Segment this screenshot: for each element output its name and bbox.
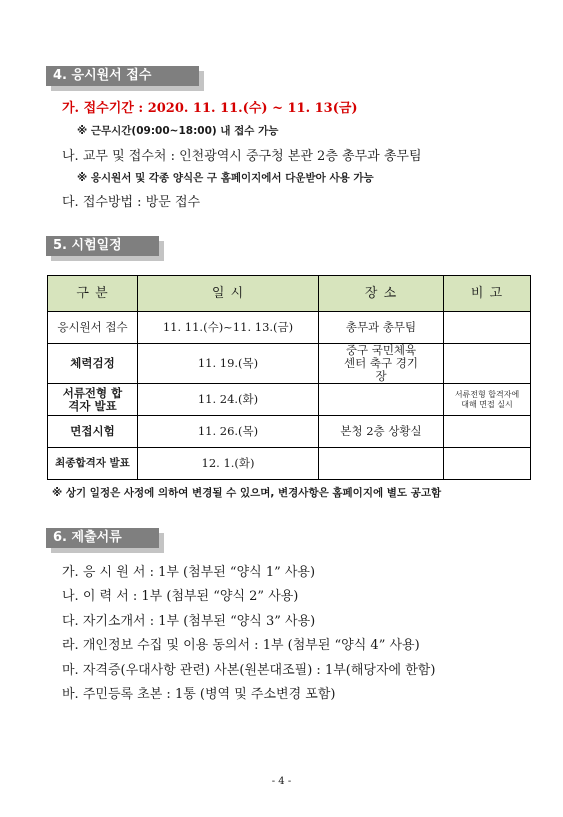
document-item: 가. 응 시 원 서 : 1부 (첨부된 “양식 1” 사용) <box>62 565 316 580</box>
row-note: 서류전형 합격자에 대해 면접 실시 <box>444 384 531 416</box>
document-item: 라. 개인정보 수집 및 이용 동의서 : 1부 (첨부된 “양식 4” 사용) <box>62 638 420 653</box>
header-category: 구 분 <box>48 276 138 312</box>
header-date: 일 시 <box>138 276 319 312</box>
forms-download-note: ※ 응시원서 및 각종 양식은 구 홈페이지에서 다운받아 사용 가능 <box>77 172 374 184</box>
application-period: 가. 접수기간 : 2020. 11. 11.(수) ~ 11. 13(금) <box>62 101 358 116</box>
row-place <box>319 384 444 416</box>
row-item: 서류전형 합격자 발표 <box>48 384 138 416</box>
row-date: 11. 19.(목) <box>138 344 319 384</box>
table-row <box>48 312 531 344</box>
schedule-footnote: ※ 상기 일정은 사정에 의하여 변경될 수 있으며, 변경사항은 홈페이지에 별도 공고함 <box>52 487 442 499</box>
row-item: 최종합격자 발표 <box>48 448 138 480</box>
header-place: 장 소 <box>319 276 444 312</box>
row-place: 중구 국민체육센터 축구 경기장 <box>319 344 444 384</box>
table-row <box>48 448 531 480</box>
section-6-header: 6. 제출서류 <box>46 528 159 548</box>
row-item: 체력검정 <box>48 344 138 384</box>
working-hours-note: ※ 근무시간(09:00~18:00) 내 접수 가능 <box>77 125 279 137</box>
row-item: 응시원서 접수 <box>48 312 138 344</box>
application-method: 다. 접수방법 : 방문 접수 <box>62 195 201 210</box>
row-place <box>319 448 444 480</box>
row-item: 면접시험 <box>48 416 138 448</box>
table-header-row <box>48 276 531 312</box>
row-date: 11. 24.(화) <box>138 384 319 416</box>
row-date: 12. 1.(화) <box>138 448 319 480</box>
row-place: 본청 2층 상황실 <box>319 416 444 448</box>
row-note <box>444 312 531 344</box>
header-note: 비 고 <box>444 276 531 312</box>
document-item: 나. 이 력 서 : 1부 (첨부된 “양식 2” 사용) <box>62 589 299 604</box>
document-item: 다. 자기소개서 : 1부 (첨부된 “양식 3” 사용) <box>62 614 316 629</box>
section-4-header: 4. 응시원서 접수 <box>46 66 199 86</box>
application-place: 나. 교무 및 접수처 : 인천광역시 중구청 본관 2층 총무과 총무팀 <box>62 149 422 164</box>
row-place: 총무과 총무팀 <box>319 312 444 344</box>
table-row <box>48 416 531 448</box>
row-note <box>444 448 531 480</box>
exam-schedule-table <box>47 275 531 480</box>
row-date: 11. 11.(수)~11. 13.(금) <box>138 312 319 344</box>
table-row <box>48 344 531 384</box>
table-row <box>48 384 531 416</box>
row-note <box>444 416 531 448</box>
document-item: 바. 주민등록 초본 : 1통 (병역 및 주소변경 포함) <box>62 687 336 702</box>
row-note <box>444 344 531 384</box>
section-5-header: 5. 시험일정 <box>46 236 159 256</box>
page-number: - 4 - <box>271 776 292 787</box>
document-item: 마. 자격증(우대사항 관련) 사본(원본대조필) : 1부(해당자에 한함) <box>62 663 436 678</box>
row-date: 11. 26.(목) <box>138 416 319 448</box>
